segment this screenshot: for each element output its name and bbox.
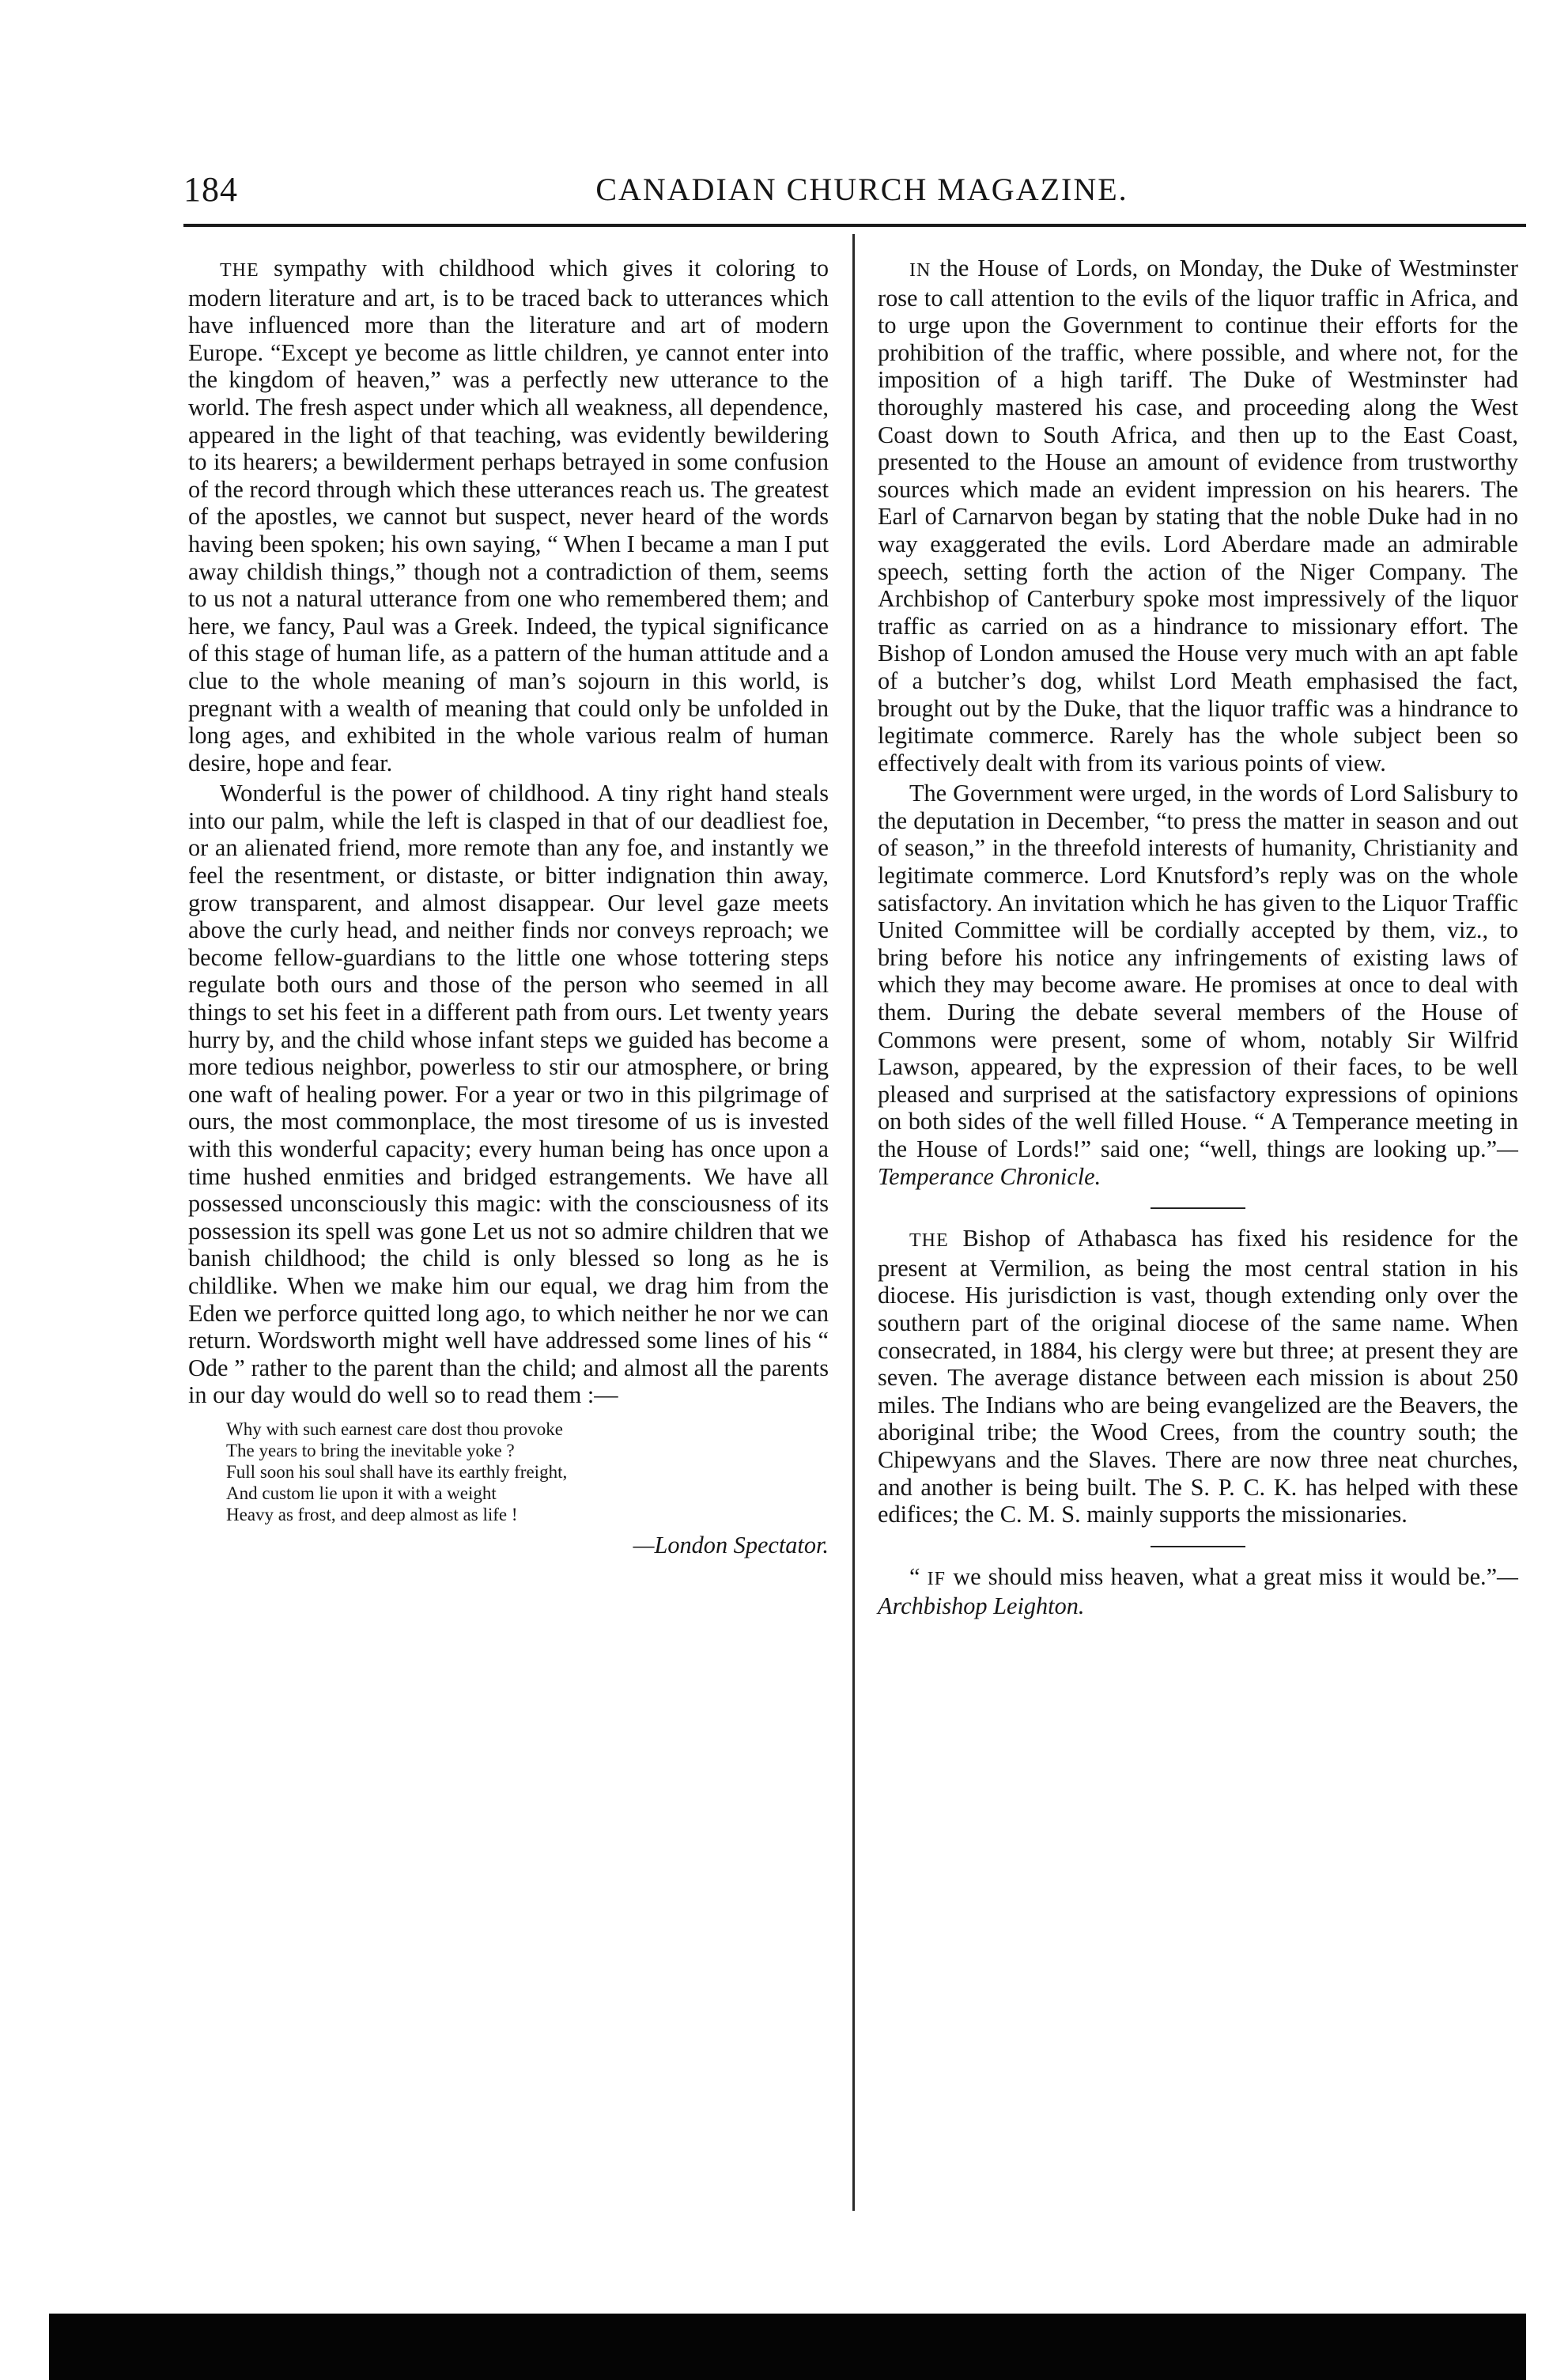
header-rule	[183, 224, 1526, 227]
source-attribution: —Temperance Chronicle.	[878, 1135, 1518, 1190]
poem-line: Full soon his soul shall have its earthly freight,	[226, 1461, 568, 1482]
scan-edge-band	[49, 2314, 1526, 2380]
poem-line: And custom lie upon it with a weight	[226, 1483, 497, 1503]
paragraph-text: sympathy with childhood which gives it coloring to modern literature and art, is to be traced back to utterances which have influenced more than the literature and art of modern Europe. “Except ye become as little children, ye cannot enter into the kingdom of heaven,” was a perfectly new utterance to the world. The fresh aspect under which all weakness, all dependence, appeared in the light of that teaching, was evidently bewildering to its hearers; a bewilderment perhaps betrayed in some confusion of the record through which these utterances reach us. The greatest of the apostles, we cannot but suspect, never heard of the words having been spoken; his own saying, “ When I became a man I put away childish things,” though not a contradiction of them, seems to us not a natural utterance from one who remembered them; and here, we fancy, Paul was a Greek. Indeed, the typical significance of this stage of human life, as a pattern of the human attitude and a clue to the whole meaning of man’s sojourn in this world, is pregnant with a wealth of meaning that could only be unfolded in long ages, and exhibited in the whole various realm of human desire, hope and fear.	[188, 255, 829, 776]
paragraph-text: The Government were urged, in the words of Lord Salisbury to the deputation in December, “to press the matter in season and out of season,” in the threefold interests of humanity, Christianity and legitimate commerce. Lord Knutsford’s reply was on the whole satisfactory. An invitation which he has given to the Liquor Traffic United Committee will be cordially accepted by them, viz., to bring before his notice any infringements of existing laws of which they may become aware. He promises at once to deal with them. During the debate several members of the House of Commons were present, some of whom, notably Sir Wilfrid Lawson, appeared, by the expression of their faces, to be well pleased and surprised at the satisfactory expressions of opinions on both sides of the well filled House. “ A Temperance meeting in the House of Lords!” said one; “well, things are looking up.”	[878, 780, 1518, 1162]
running-title: CANADIAN CHURCH MAGAZINE.	[595, 172, 1128, 207]
poem-line: The years to bring the inevitable yoke ?	[226, 1440, 515, 1460]
small-caps-lead: THE	[909, 1230, 949, 1252]
leighton-quote	[878, 1563, 1518, 1620]
right-column	[878, 255, 1518, 1620]
paragraph-text: Bishop of Athabasca has fixed his residence for the present at Vermilion, as being the most central station in his diocese. His jurisdiction is vast, though extending only over the southern part of the original diocese of the same name. When consecrated, in 1884, his clergy were but three; at present they are seven. The average distance between each mission is about 250 miles. The Indians who are being evangelized are the Beavers, the aboriginal tribe; the Wood Crees, from the country south; the Chipewyans and the Slaves. There are now three neat churches, and another is being built. The S. P. C. K. has helped with these edifices; the C. M. S. mainly supports the missionaries.	[878, 1225, 1518, 1528]
paragraph-text: we should miss heaven, what a great miss it would be.”	[953, 1562, 1498, 1590]
page-number: 184	[183, 170, 238, 209]
paragraph-text: the House of Lords, on Monday, the Duke of Westminster rose to call attention to the evils of the liquor traffic in Africa, and to urge upon the Government to continue their efforts for the prohibition of the traffic, where possible, and where not, for the imposition of a high tariff. The Duke of Westminster had thoroughly mastered his case, and proceeding along the West Coast down to South Africa, and then up to the East Coast, presented to the House an amount of evidence from trustworthy sources which made an evident impression on his hearers. The Earl of Carnarvon began by stating that the noble Duke had in no way exaggerated the evils. Lord Aberdare made an admirable speech, setting forth the action of the Niger Company. The Archbishop of Canterbury spoke most impressively of the liquor traffic as carried on as a hindrance to missionary effort. The Bishop of London amused the House very much with an apt fable of a butcher’s dog, whilst Lord Meath emphasised the fact, brought out by the Duke, that the liquor traffic was a hindrance to legitimate commerce. Rarely has the whole subject been so effectively dealt with from its various points of view.	[878, 255, 1518, 776]
source-attribution: —Archbishop Leighton.	[878, 1562, 1518, 1620]
source-attribution: —London Spectator.	[633, 1531, 829, 1558]
poem-line: Why with such earnest care dost thou provoke	[226, 1419, 564, 1439]
left-column	[188, 255, 829, 1559]
childhood-paragraph-2: Wonderful is the power of childhood. A tiny right hand steals into our palm, while the left is clasped in that of our deadliest foe, or an alienated friend, more remote than any foe, and instantly we feel the resentment, or distaste, or bitter indignation thin away, grow transparent, and almost disappear. Our level gaze meets above the curly head, and neither finds nor conveys reproach; we become fellow-guardians to the little one whose tottering steps regulate both ours and those of the person who seemed in all things to set his feet in a different path from ours. Let twenty years hurry by, and the child whose infant steps we guided has become a more tedious neighbor, powerless to stir our atmosphere, or bring one waft of healing power. For a year or two in this pilgrimage of ours, the most commonplace, the most tiresome of us is invested with this wonderful capacity; every human being has once upon a time hushed enmities and bridged estrangements. We have all possessed unconsciously this magic: with the consciousness of its possession its spell was gone Let us not so admire children that we banish childhood; the child is only blessed so long as he is childlike. When we make him our equal, we drag him from the Eden we perforce quitted long ago, to which neither he nor we can return. Wordsworth might well have addressed some lines of his “ Ode ” rather to the parent than the child; and almost all the parents in our day would do well so to read them :—	[188, 780, 829, 1409]
section-divider	[1151, 1546, 1245, 1547]
section-divider	[1151, 1207, 1245, 1209]
athabasca-paragraph	[878, 1225, 1518, 1528]
open-quote: “	[909, 1562, 920, 1590]
poem-quotation	[226, 1419, 829, 1525]
poem-line: Heavy as frost, and deep almost as life !	[226, 1504, 518, 1524]
small-caps-lead: IF	[927, 1568, 947, 1589]
column-divider	[852, 234, 855, 2211]
liquor-traffic-paragraph-1	[878, 255, 1518, 776]
childhood-paragraph-1	[188, 255, 829, 776]
liquor-traffic-paragraph-2	[878, 780, 1518, 1190]
small-caps-lead: THE	[220, 260, 259, 281]
small-caps-lead: IN	[909, 260, 931, 281]
